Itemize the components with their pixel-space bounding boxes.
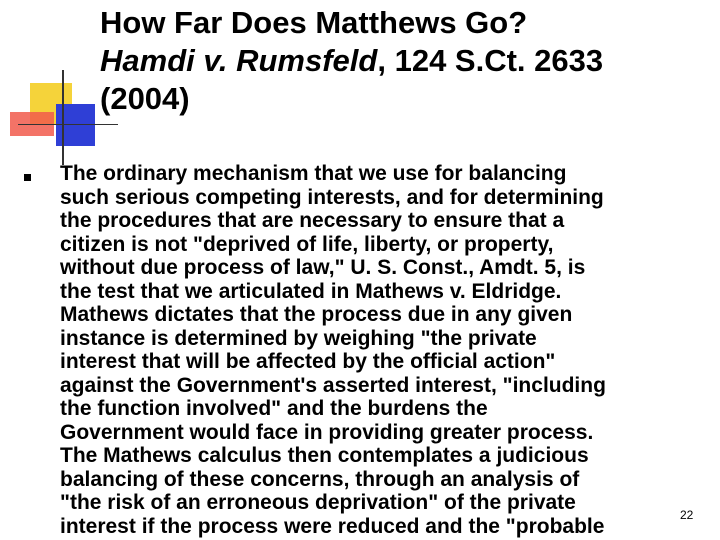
case-citation: , 124 S.Ct. 2633 <box>377 43 604 78</box>
decor-vertical-line <box>62 70 64 165</box>
title-line-1: How Far Does Matthews Go? <box>100 5 528 40</box>
bullet-marker-icon <box>24 174 31 181</box>
decor-horizontal-line <box>18 124 118 125</box>
slide-title <box>100 4 710 118</box>
page-number: 22 <box>680 508 694 522</box>
bullet-text: The ordinary mechanism that we use for balancing such serious competing interests, and for determining the procedures that are necessary to ensure that a citizen is not "deprived of life, liberty, or property, without due process of law," U. S. Const., Amdt. 5, is the test that we articulated in Mathews v. Eldridge. Mathews dictates that the process due in any given instance is determined by weighing "the private interest that will be affected by the official action" against the Government's asserted interest, "including the function involved" and the burdens the Government would face in providing greater process. The Mathews calculus then contemplates a judicious balancing of these concerns, through an analysis of "the risk of an erroneous deprivation" of the private interest if the process were reduced and the "probable <box>60 162 606 538</box>
case-name: Hamdi v. Rumsfeld <box>100 43 378 78</box>
title-line-3: (2004) <box>100 81 190 116</box>
title-line-2 <box>100 42 710 80</box>
